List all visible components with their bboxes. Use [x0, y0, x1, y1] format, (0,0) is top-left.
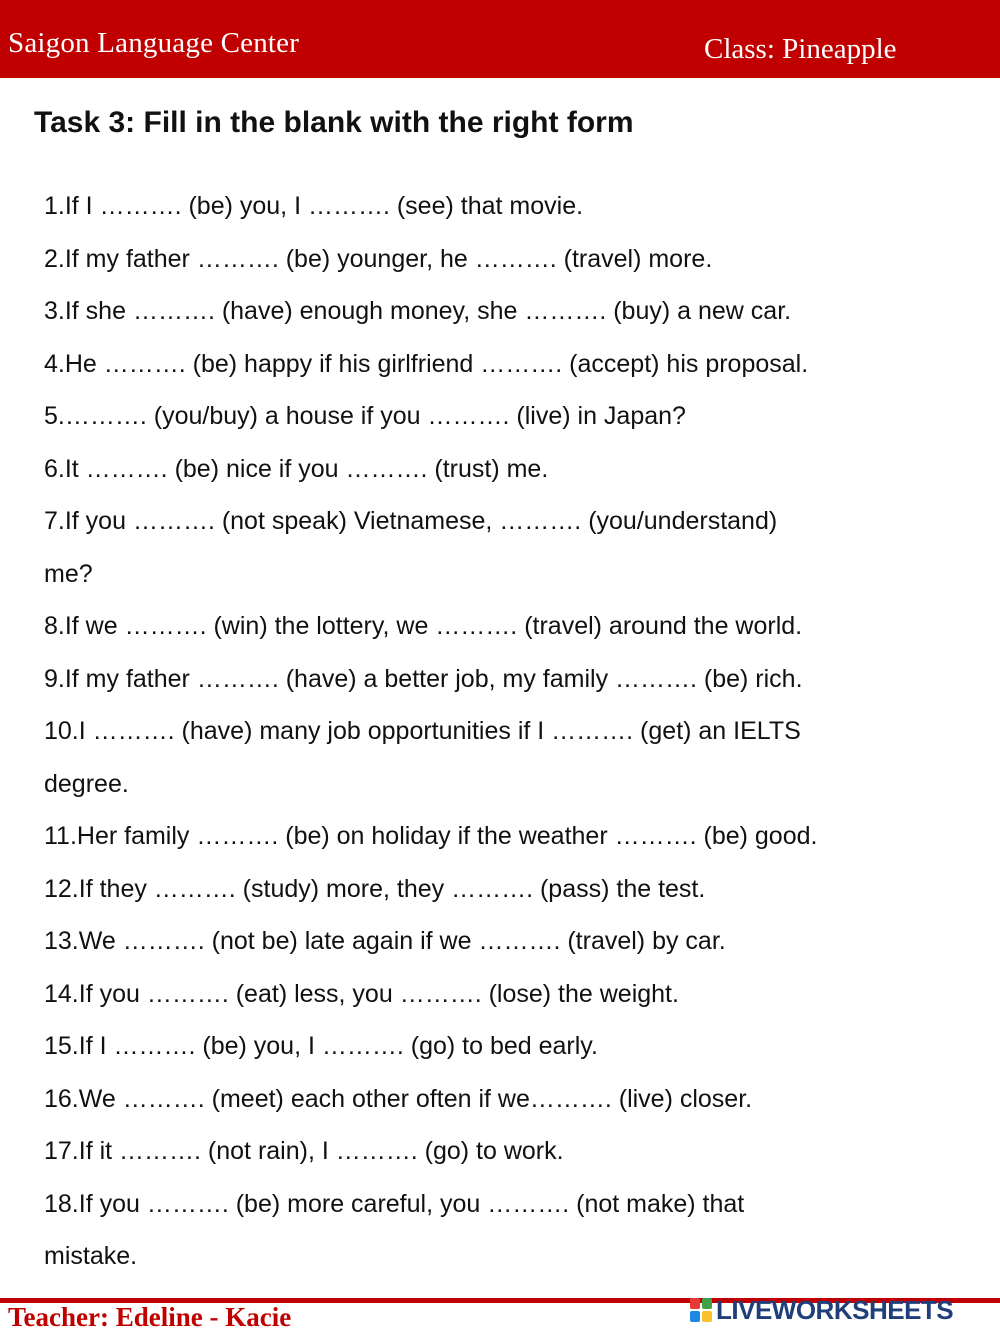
center-name: Saigon Language Center [8, 27, 300, 59]
exercise-line: degree. [44, 769, 129, 798]
teacher-name: Teacher: Edeline - Kacie [8, 1302, 292, 1332]
exercise-list [44, 180, 974, 1283]
exercise-line: 5.………. (you/buy) a house if you ………. (live) in Japan? [44, 402, 686, 430]
logo-square-red [690, 1298, 700, 1309]
exercise-line: 13.We ………. (not be) late again if we ………. (travel) by car. [44, 927, 726, 955]
exercise-line: 15.If I ………. (be) you, I ………. (go) to bed early. [44, 1032, 598, 1060]
exercise-line: 7.If you ………. (not speak) Vietnamese, ………. (you/understand) [44, 507, 778, 535]
exercise-line: 10.I ………. (have) many job opportunities if I ………. (get) an IELTS [44, 717, 801, 745]
logo-square-blue [690, 1311, 700, 1322]
logo-square-yellow [702, 1311, 712, 1322]
exercise-line: 3.If she ………. (have) enough money, she ………. (buy) a new car. [44, 297, 792, 325]
exercise-line: 9.If my father ………. (have) a better job, my family ………. (be) rich. [44, 664, 803, 693]
exercise-line: 6.It ………. (be) nice if you ………. (trust) me. [44, 454, 549, 483]
exercise-line: mistake. [44, 1242, 138, 1270]
logo-text: LIVEWORKSHEETS [716, 1294, 954, 1325]
liveworksheets-logo[interactable] [690, 1296, 953, 1324]
exercise-line: 12.If they ………. (study) more, they ………. (pass) the test. [44, 874, 706, 903]
exercise-line: 8.If we ………. (win) the lottery, we ………. (travel) around the world. [44, 612, 803, 640]
exercise-line: me? [44, 559, 93, 588]
exercise-line: 1.If I ………. (be) you, I ………. (see) that movie. [44, 192, 584, 220]
exercise-line: 11.Her family ………. (be) on holiday if the weather ………. (be) good. [44, 822, 818, 850]
class-name: Class: Pineapple [704, 33, 897, 65]
exercise-line: 2.If my father ………. (be) younger, he ………. (travel) more. [44, 244, 713, 273]
exercise-line: 14.If you ………. (eat) less, you ………. (lose) the weight. [44, 979, 679, 1008]
liveworksheets-logo-icon [690, 1298, 712, 1322]
exercise-line: 18.If you ………. (be) more careful, you ………. (not make) that [44, 1189, 745, 1218]
exercise-line: 16.We ………. (meet) each other often if we………. (live) closer. [44, 1084, 753, 1113]
logo-square-green [702, 1298, 712, 1309]
exercise-line: 4.He ………. (be) happy if his girlfriend ………. (accept) his proposal. [44, 349, 809, 378]
exercise-line: 17.If it ………. (not rain), I ………. (go) to work. [44, 1137, 564, 1165]
task-title: Task 3: Fill in the blank with the right form [34, 106, 634, 139]
header-bar [0, 0, 1000, 78]
